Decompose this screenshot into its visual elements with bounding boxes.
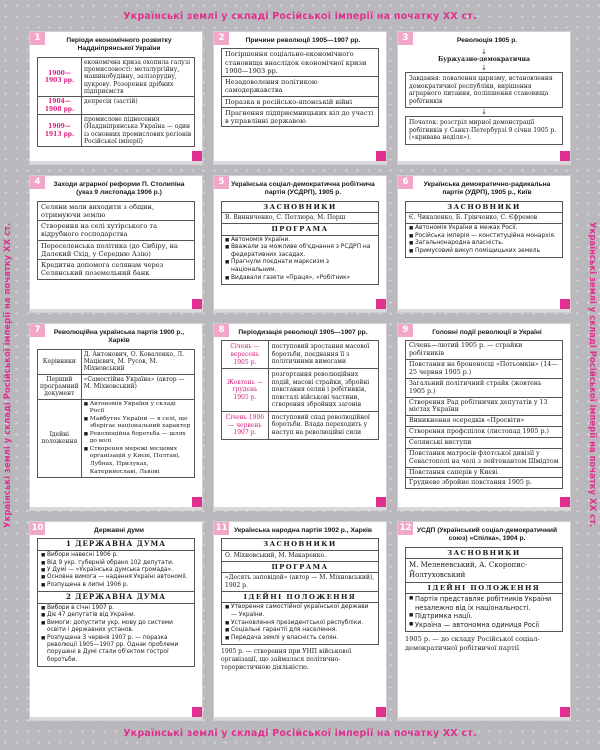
list-item: ■ Революційна боротьба — шлях до волі bbox=[84, 431, 192, 446]
list-item: Загальний політичний страйк (жовтень 1905 р.) bbox=[405, 378, 563, 398]
card-title: Причини революції 1905—1907 рр. bbox=[245, 37, 361, 44]
bottom-banner: Українські землі у складі Російської імперії на початку ХХ ст. bbox=[123, 728, 477, 739]
list-item: Переселенська політика (до Сибіру, на Далекий Схід, у Середню Азію) bbox=[37, 240, 195, 260]
card-state-dumas bbox=[30, 522, 202, 720]
card-number: 9 bbox=[398, 324, 413, 337]
card-number: 3 bbox=[398, 32, 413, 45]
ideas-heading: ІДЕЙНІ ПОЛОЖЕННЯ bbox=[221, 592, 379, 604]
row-key: Керівники bbox=[38, 349, 82, 374]
table-row bbox=[38, 399, 195, 477]
arrow-down-icon: ↓ bbox=[481, 48, 487, 57]
list-item: ■ Прагнули поєднати марксизм з національним. bbox=[225, 259, 375, 274]
card-main-events bbox=[398, 324, 570, 510]
corner-mark bbox=[560, 497, 570, 507]
list-item: Прагнення підприємницьких кіл до участі в управлінні державою bbox=[221, 107, 379, 127]
period-value: депресія (застій) bbox=[81, 97, 194, 115]
list-item: ■ Від 9 укр. губерній обрано 102 депутати. bbox=[41, 560, 191, 567]
card-rup bbox=[30, 324, 202, 510]
list-item: ■ Автономія України. bbox=[225, 237, 375, 245]
ideas-list bbox=[84, 401, 192, 476]
duma1-list bbox=[37, 551, 195, 592]
card-title: Українська народна партія 1902 р., Харків bbox=[233, 527, 373, 534]
list-item: Створення профспілок (листопад 1905 р.) bbox=[405, 426, 563, 438]
founders-text: М. Меленевський, А. Скоропис-Йолтуховський bbox=[405, 559, 563, 582]
card-number: 5 bbox=[214, 176, 229, 189]
program-text: «Десять заповідей» (автор — М. Міхновський), 1902 р. bbox=[221, 573, 379, 591]
period-value: поступовий зростання масової боротьби, поєднання її з політичними вимогами bbox=[271, 343, 370, 366]
list-item: Кредитна допомога селянам через Селянський поземельний банк bbox=[37, 259, 195, 279]
list-item: ■ Автономія України в межах Росії. bbox=[409, 225, 559, 233]
list-item: ■ Вимоги: допустити укр. мову до системи освіти і державних установ. bbox=[41, 620, 191, 635]
card-number: 10 bbox=[31, 523, 44, 533]
causes-list bbox=[221, 48, 379, 127]
card-number: 2 bbox=[214, 32, 229, 45]
period-key: 1904—1908 рр. bbox=[38, 97, 82, 115]
list-item: ■ Підтримка нації. bbox=[409, 612, 559, 620]
row-value: Д. Антонович, О. Коваленко, Л. Мацієвич, М. Русов, М. Міхновський bbox=[81, 349, 194, 374]
card-title: Українська соціал-демократична робітнича партія (УСДРП), 1905 р. bbox=[231, 181, 375, 197]
spilka-note: 1905 р. — до складу Російської соціал-демократичної робітничої партії bbox=[405, 635, 540, 652]
card-title: Революція 1905 р. bbox=[456, 37, 518, 44]
card-udrp bbox=[398, 176, 570, 312]
corner-mark bbox=[560, 707, 570, 717]
cards-grid bbox=[30, 32, 570, 720]
right-side-banner: Українські землі у складі Російської імперії на початку ХХ ст. bbox=[587, 222, 597, 528]
founders-heading: ЗАСНОВНИКИ bbox=[405, 201, 563, 214]
card-title: Заходи аграрної реформи П. Столипіна (указ 9 листопада 1906 р.) bbox=[53, 181, 185, 197]
ideas-heading: ІДЕЙНІ ПОЛОЖЕННЯ bbox=[405, 583, 563, 595]
card-number: 12 bbox=[399, 523, 412, 533]
list-item: ■ Соціальні гарантії для населення. bbox=[225, 627, 375, 635]
card-unp bbox=[214, 522, 386, 720]
list-item: ■ Створення мережі місцевих організацій у Києві, Полтаві, Лубнах, Прилуках, Катеринославі, Львові bbox=[84, 446, 192, 476]
card-title: Державні думи bbox=[94, 527, 144, 534]
card-usdrp bbox=[214, 176, 386, 312]
corner-mark bbox=[192, 151, 202, 161]
period-key: Жовтень — грудень 1905 р. bbox=[222, 369, 269, 411]
table-row bbox=[38, 349, 195, 374]
arrow-down-icon: ↓ bbox=[481, 108, 487, 117]
duma1-heading: 1 ДЕРЖАВНА ДУМА bbox=[37, 538, 195, 551]
row-value bbox=[81, 399, 194, 477]
list-item: ■ Утворення самостійної української держави — України. bbox=[225, 604, 375, 619]
revolution-start: Початок: розстріл мирної демонстрації робітників у Санкт-Петербурзі 9 січня 1905 р. («кривава неділя»). bbox=[405, 116, 563, 145]
list-item: Повстання на броненосці «Потьомкін» (14—25 червня 1905 р.) bbox=[405, 359, 563, 379]
list-item: Повстання матросів флотської дивізії у Севастополі на чолі з лейтенантом Шмідтом bbox=[405, 448, 563, 468]
list-item: ■ Основна вимога — надання Україні автономії. bbox=[41, 574, 191, 581]
corner-mark bbox=[192, 497, 202, 507]
period-row bbox=[221, 411, 379, 440]
card-number: 6 bbox=[398, 176, 413, 189]
corner-mark bbox=[560, 299, 570, 309]
duma2-list bbox=[37, 604, 195, 667]
table-row bbox=[38, 97, 195, 115]
card-title: Головні події революції в Україні bbox=[432, 329, 542, 336]
period-value: економічна криза охопила галузі промисловості: металургійну, машинобудівну, залізорудну, цукрову. Розорення дрібних підприємств bbox=[81, 57, 194, 97]
period-key: 1909—1913 рр. bbox=[38, 114, 82, 146]
list-item: ■ Російська імперія — конституційна монархія. bbox=[409, 233, 559, 241]
list-item: Створення Рад робітничих депутатів у 13 містах України bbox=[405, 397, 563, 417]
list-item: ■ Вибори в січні 1907 р. bbox=[41, 605, 191, 612]
card-title: Революційна українська партія 1900 р., Харків bbox=[53, 329, 185, 345]
list-item: ■ Видавали газети «Праця», «Робітник» bbox=[225, 275, 375, 283]
card-number: 4 bbox=[30, 176, 45, 189]
program-heading: ПРОГРАМА bbox=[221, 224, 379, 236]
card-title: Українська демократично-радикальна партія (УДРП), 1905 р., Київ bbox=[423, 181, 551, 197]
program-list bbox=[405, 224, 563, 258]
corner-mark bbox=[376, 151, 386, 161]
list-item: Погіршення соціально-економічного становища внаслідок економічної кризи 1900—1903 рр. bbox=[221, 48, 379, 77]
period-row bbox=[221, 340, 379, 369]
list-item: ■ Загальнонародна власність. bbox=[409, 240, 559, 248]
card-number: 1 bbox=[30, 32, 45, 45]
corner-mark bbox=[376, 497, 386, 507]
list-item: Поразка в російсько-японській війні bbox=[221, 96, 379, 108]
list-item: Повстання саперів у Києві bbox=[405, 467, 563, 479]
period-value: промислове піднесення (Наддніпрянська Україна — один із основних промислових регіонів Російської імперії) bbox=[81, 114, 194, 146]
card-title: Періодизація революції 1905—1907 рр. bbox=[238, 329, 368, 336]
founders-heading: ЗАСНОВНИКИ bbox=[405, 547, 563, 560]
row-key: Перший програмний документ bbox=[38, 374, 82, 399]
corner-mark bbox=[376, 299, 386, 309]
list-item: ■ Україна — автономна одиниця Росії bbox=[409, 621, 559, 629]
list-item: Селянські виступи bbox=[405, 437, 563, 449]
corner-mark bbox=[192, 707, 202, 717]
row-value: «Самостійна Україна» (автор — М. Міхновський) bbox=[81, 374, 194, 399]
left-side-banner: Українські землі у складі Російської імперії на початку ХХ ст. bbox=[3, 222, 13, 528]
program-list bbox=[221, 236, 379, 285]
period-row bbox=[221, 368, 379, 412]
list-item: ■ Розпущена в липні 1906 р. bbox=[41, 582, 191, 589]
reform-list bbox=[37, 201, 195, 280]
list-item: ■ Вважали за можливе об'єднання з РСДРП на федеративних засадах. bbox=[225, 244, 375, 259]
card-number: 7 bbox=[30, 324, 45, 337]
list-item: ■ Майбутнє України — в селі, що зберігає національний характер bbox=[84, 416, 192, 431]
list-item: ■ Примусовий викуп поміщицьких земель bbox=[409, 248, 559, 256]
corner-mark bbox=[560, 151, 570, 161]
period-value: розгортання революційних подій, масові страйки, збройні повстання селян і робітників, повсталі військові частини, створення збройних загонів bbox=[271, 371, 370, 409]
period-key: Січень — вересень 1905 р. bbox=[222, 341, 269, 368]
list-item: ■ Діє 47 депутатів від України. bbox=[41, 612, 191, 619]
list-item: Грудневе збройне повстання 1905 р. bbox=[405, 477, 563, 489]
corner-mark bbox=[192, 299, 202, 309]
list-item: Незадоволення політикою самодержавства bbox=[221, 76, 379, 96]
card-stolypin-reform bbox=[30, 176, 202, 312]
list-item: Січень—лютий 1905 р. — страйки робітників bbox=[405, 340, 563, 360]
program-heading: ПРОГРАМА bbox=[221, 562, 379, 574]
top-banner: Українські землі у складі Російської імперії на початку ХХ ст. bbox=[123, 11, 477, 22]
revolution-tasks: Завдання: повалення царизму, встановлення демократичної республіки, вирішення аграрного питання, поліпшення становища робітників bbox=[405, 72, 563, 108]
rup-table bbox=[37, 349, 195, 478]
unp-note: 1905 р. — створення при УНП військової організації, що займалася політично-терористичною діяльністю. bbox=[221, 648, 352, 671]
list-item: ■ У Думі — «Українська думська громада». bbox=[41, 567, 191, 574]
card-revolution-1905 bbox=[398, 32, 570, 164]
founders-text: О. Міхновський, М. Макаренко. bbox=[221, 551, 379, 562]
period-key: 1900—1903 рр. bbox=[38, 57, 82, 97]
period-value: поступовий спад революційної боротьби. Влада переходить у наступ на революційні сили bbox=[271, 413, 370, 436]
revolution-type: Буржуазно-демократична bbox=[438, 56, 530, 64]
card-revolution-causes bbox=[214, 32, 386, 164]
card-revolution-periods bbox=[214, 324, 386, 510]
list-item: ■ Передача землі у власність селян. bbox=[225, 635, 375, 643]
founders-heading: ЗАСНОВНИКИ bbox=[221, 201, 379, 214]
card-number: 11 bbox=[215, 523, 228, 533]
table-row bbox=[38, 114, 195, 146]
card-title: Періоди економічного розвитку Наддніпрянської України bbox=[66, 37, 172, 53]
card-spilka bbox=[398, 522, 570, 720]
table-row bbox=[38, 374, 195, 399]
card-economic-periods bbox=[30, 32, 202, 164]
list-item: ■ Вибори навесні 1906 р. bbox=[41, 552, 191, 559]
founders-text: В. Винниченко, С. Петлюра, М. Порш bbox=[221, 213, 379, 224]
list-item: ■ Розпущена 3 червня 1907 р. — поразка революції 1905—1907 рр. Однак проблеми порушені в Думі стали об'єктом гострої боротьби. bbox=[41, 635, 191, 664]
arrow-down-icon: ↓ bbox=[481, 64, 487, 73]
periods-table bbox=[37, 57, 195, 147]
duma2-heading: 2 ДЕРЖАВНА ДУМА bbox=[37, 592, 195, 604]
table-row bbox=[38, 57, 195, 97]
list-item: ■ Партія представляє робітників України незалежно від їх національності. bbox=[409, 595, 559, 612]
row-key: Ідейні положення bbox=[38, 399, 82, 477]
list-item: ■ Автономія України у складі Росії bbox=[84, 401, 192, 416]
list-item: Селяни мали виходити з общин, отримуючи землю bbox=[37, 201, 195, 221]
card-number: 8 bbox=[214, 324, 229, 337]
card-title: УСДП (Український соціал-демократичний союз) «Спілка», 1904 р. bbox=[416, 527, 558, 543]
founders-heading: ЗАСНОВНИКИ bbox=[221, 538, 379, 551]
corner-mark bbox=[376, 707, 386, 717]
period-key: Січень 1906 — червень 1907 р. bbox=[222, 412, 269, 439]
ideas-list bbox=[221, 603, 379, 645]
list-item: Виникнення осередків «Просвіти» bbox=[405, 415, 563, 427]
list-item: Створення на селі хутірського та відрубного господарства bbox=[37, 220, 195, 240]
ideas-list bbox=[405, 594, 563, 632]
list-item: ■ Установлення президентської республіки. bbox=[225, 620, 375, 628]
founders-text: Є. Чикаленко, Б. Грінченко, С. Єфремов bbox=[405, 213, 563, 224]
